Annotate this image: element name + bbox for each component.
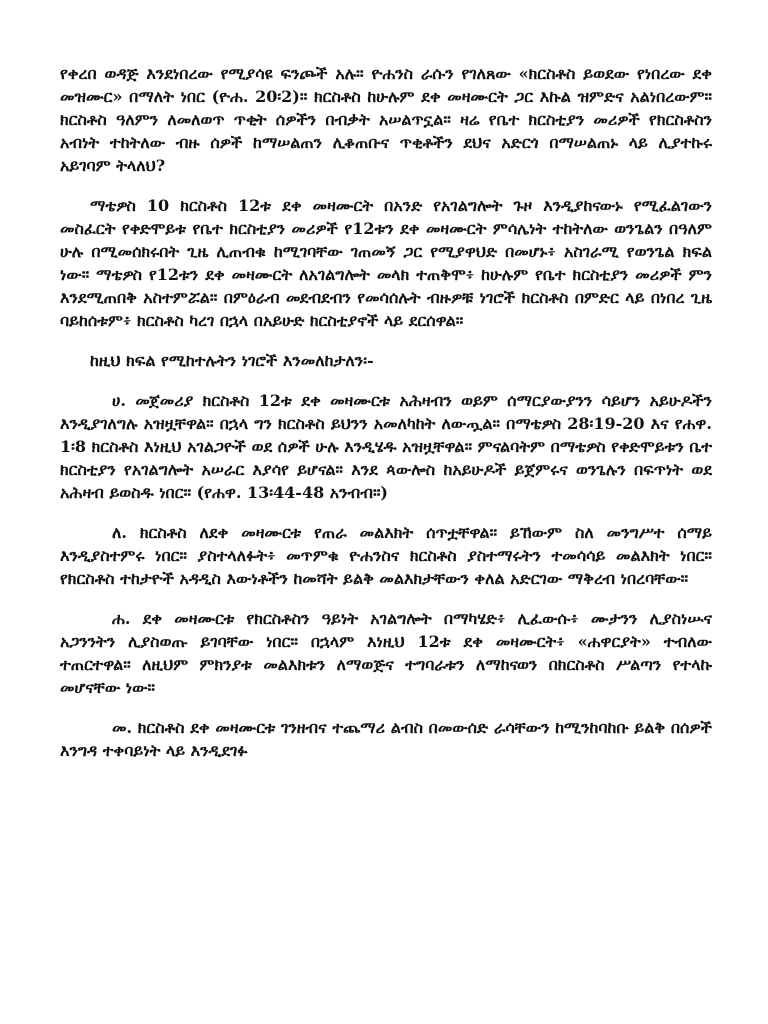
document-page [60, 62, 712, 762]
list-intro: ከዚህ ክፍል የሚከተሉትን ነገሮች እንመለከታለን፡- [90, 351, 374, 370]
list-point-4-fragment: መ. ክርስቶስ ደቀ መዛሙርቱ ገንዘብና ተጨማሪ ልብስ በመውሰድ ራሳቸውን ከሚንከባከቡ ይልቅ በሰዎች እንግዳ ተቀባይነት ላይ እንዲደገፉ [60, 718, 712, 760]
paragraph-2: ማቴዎስ 10 ክርስቶስ 12ቱ ደቀ መዛሙርት በአንድ የአገልግሎት ጉዞ እንዲያከናውኑ የሚፈልገውን መስፈርት የቀድሞይቱ የቤተ ክርስቲያን መሪዎች የ12ቱን ደቀ መዛሙርት ምሳሌነት ተከትለው ወንጌልን በዓለም ሁሉ በሚመሰክሩበት ጊዜ ሊጠብቁ ከሚገባቸው ገጠመኝ ጋር የሚያዋህድ በመሆኑ፥ አስገራሚ የወንጌል ክፍል ነው። ማቴዎስ የ12ቱን ደቀ መዛሙርት ለአገልግሎት መላክ ተጠቅሞ፥ ከሁሉም የቤተ ክርስቲያን መሪዎች ምን እንደሚጠበቅ አስተምሯል። በምዕራብ መደብደብን የመሳሰሉት ብዙዎቹ ነገሮች ክርስቶስ በምድር ላይ በነበረ ጊዜ ባይከሰቱም፥ ክርስቶስ ካረገ በኋላ በአይሁድ ክርስቲያኖች ላይ ደርሰዋል። [60, 196, 712, 330]
list-point-2: ለ. ክርስቶስ ለደቀ መዛሙርቱ የጠራ መልእክት ሰጥቷቸዋል። ይኸውም ስለ መንግሥተ ሰማይ እንዲያስተምሩ ነበር። ያስተላለፉት፥ መጥምቁ ዮሐንስና ክርስቶስ ያስተማሩትን ተመሳሳይ መልእክት ነበር። የክርስቶስ ተከታዮች አዳዲስ እውነቶችን ከመሻት ይልቅ መልእክታቸውን ቀለል አድርገው ማቅረብ ነበረባቸው። [60, 523, 712, 588]
list-point-3: ሐ. ደቀ መዛሙርቱ የክርስቶስን ዓይነት አገልግሎት በማካሄድ፥ ሊፈውሱ፥ ሙታንን ሊያስነሡና አጋንንትን ሊያስወጡ ይገባቸው ነበር። በኋላም እነዚህ 12ቱ ደቀ መዛሙርት፥ «ሐዋርያት» ተብለው ተጠርተዋል። ለዚህም ምክንያቱ መልእክቱን ለማወጅና ተግባራቱን ለማከናወን በክርስቶስ ሥልጣን የተላኩ መሆናቸው ነው። [60, 609, 712, 697]
list-point-1: ሀ. መጀመሪያ ክርስቶስ 12ቱ ደቀ መዛሙርቱ አሕዛብን ወይም ሰማርያውያንን ሳይሆን አይሁዶችን እንዲያገለግሉ አዝዟቸዋል። በኋላ ግን ክርስቶስ ይህንን አመለካከት ለውጧል። በማቴዎስ 28፡19-20 እና የሐዋ. 1፡8 ክርስቶስ እነዚህ አገልጋዮች ወደ ሰዎች ሁሉ እንዲሄዱ አዝዟቸዋል። ምናልባትም በማቴዎስ የቀድሞይቱን ቤተ ክርስቲያን የአገልግሎት አሠራር እያሳየ ይሆናል። እንደ ጳውሎስ ከአይሁዶች ይጀምሩና ወንጌሉን በፍጥነት ወደ አሕዛብ ይወስዱ ነበር። (የሐዋ. 13፡44-48 አንብብ።) [60, 391, 712, 502]
paragraph-1: የቀረበ ወዳጅ እንደነበረው የሚያሳዩ ፍንጮች አሉ። ዮሐንስ ራሱን የገለጸው «ክርስቶስ ይወደው የነበረው ደቀ መዝሙር» በማለት ነበር (ዮሐ. 20፡2)። ክርስቶስ ከሁሉም ደቀ መዛሙርት ጋር እኩል ዝምድና አልነበረውም። ክርስቶስ ዓለምን ለመለወጥ ጥቂት ሰዎችን በብቃት አሠልጥኗል። ዛሬ የቤተ ክርስቲያን መሪዎች የክርስቶስን አብነት ተከትለው ብዙ ሰዎች ከማሠልጠን ሊቆጠቡና ጥቂቶችን ደህና አድርጎ በማሠልጠኑ ላይ ሊያተኩሩ አይገባም ትላለህ? [60, 64, 712, 175]
